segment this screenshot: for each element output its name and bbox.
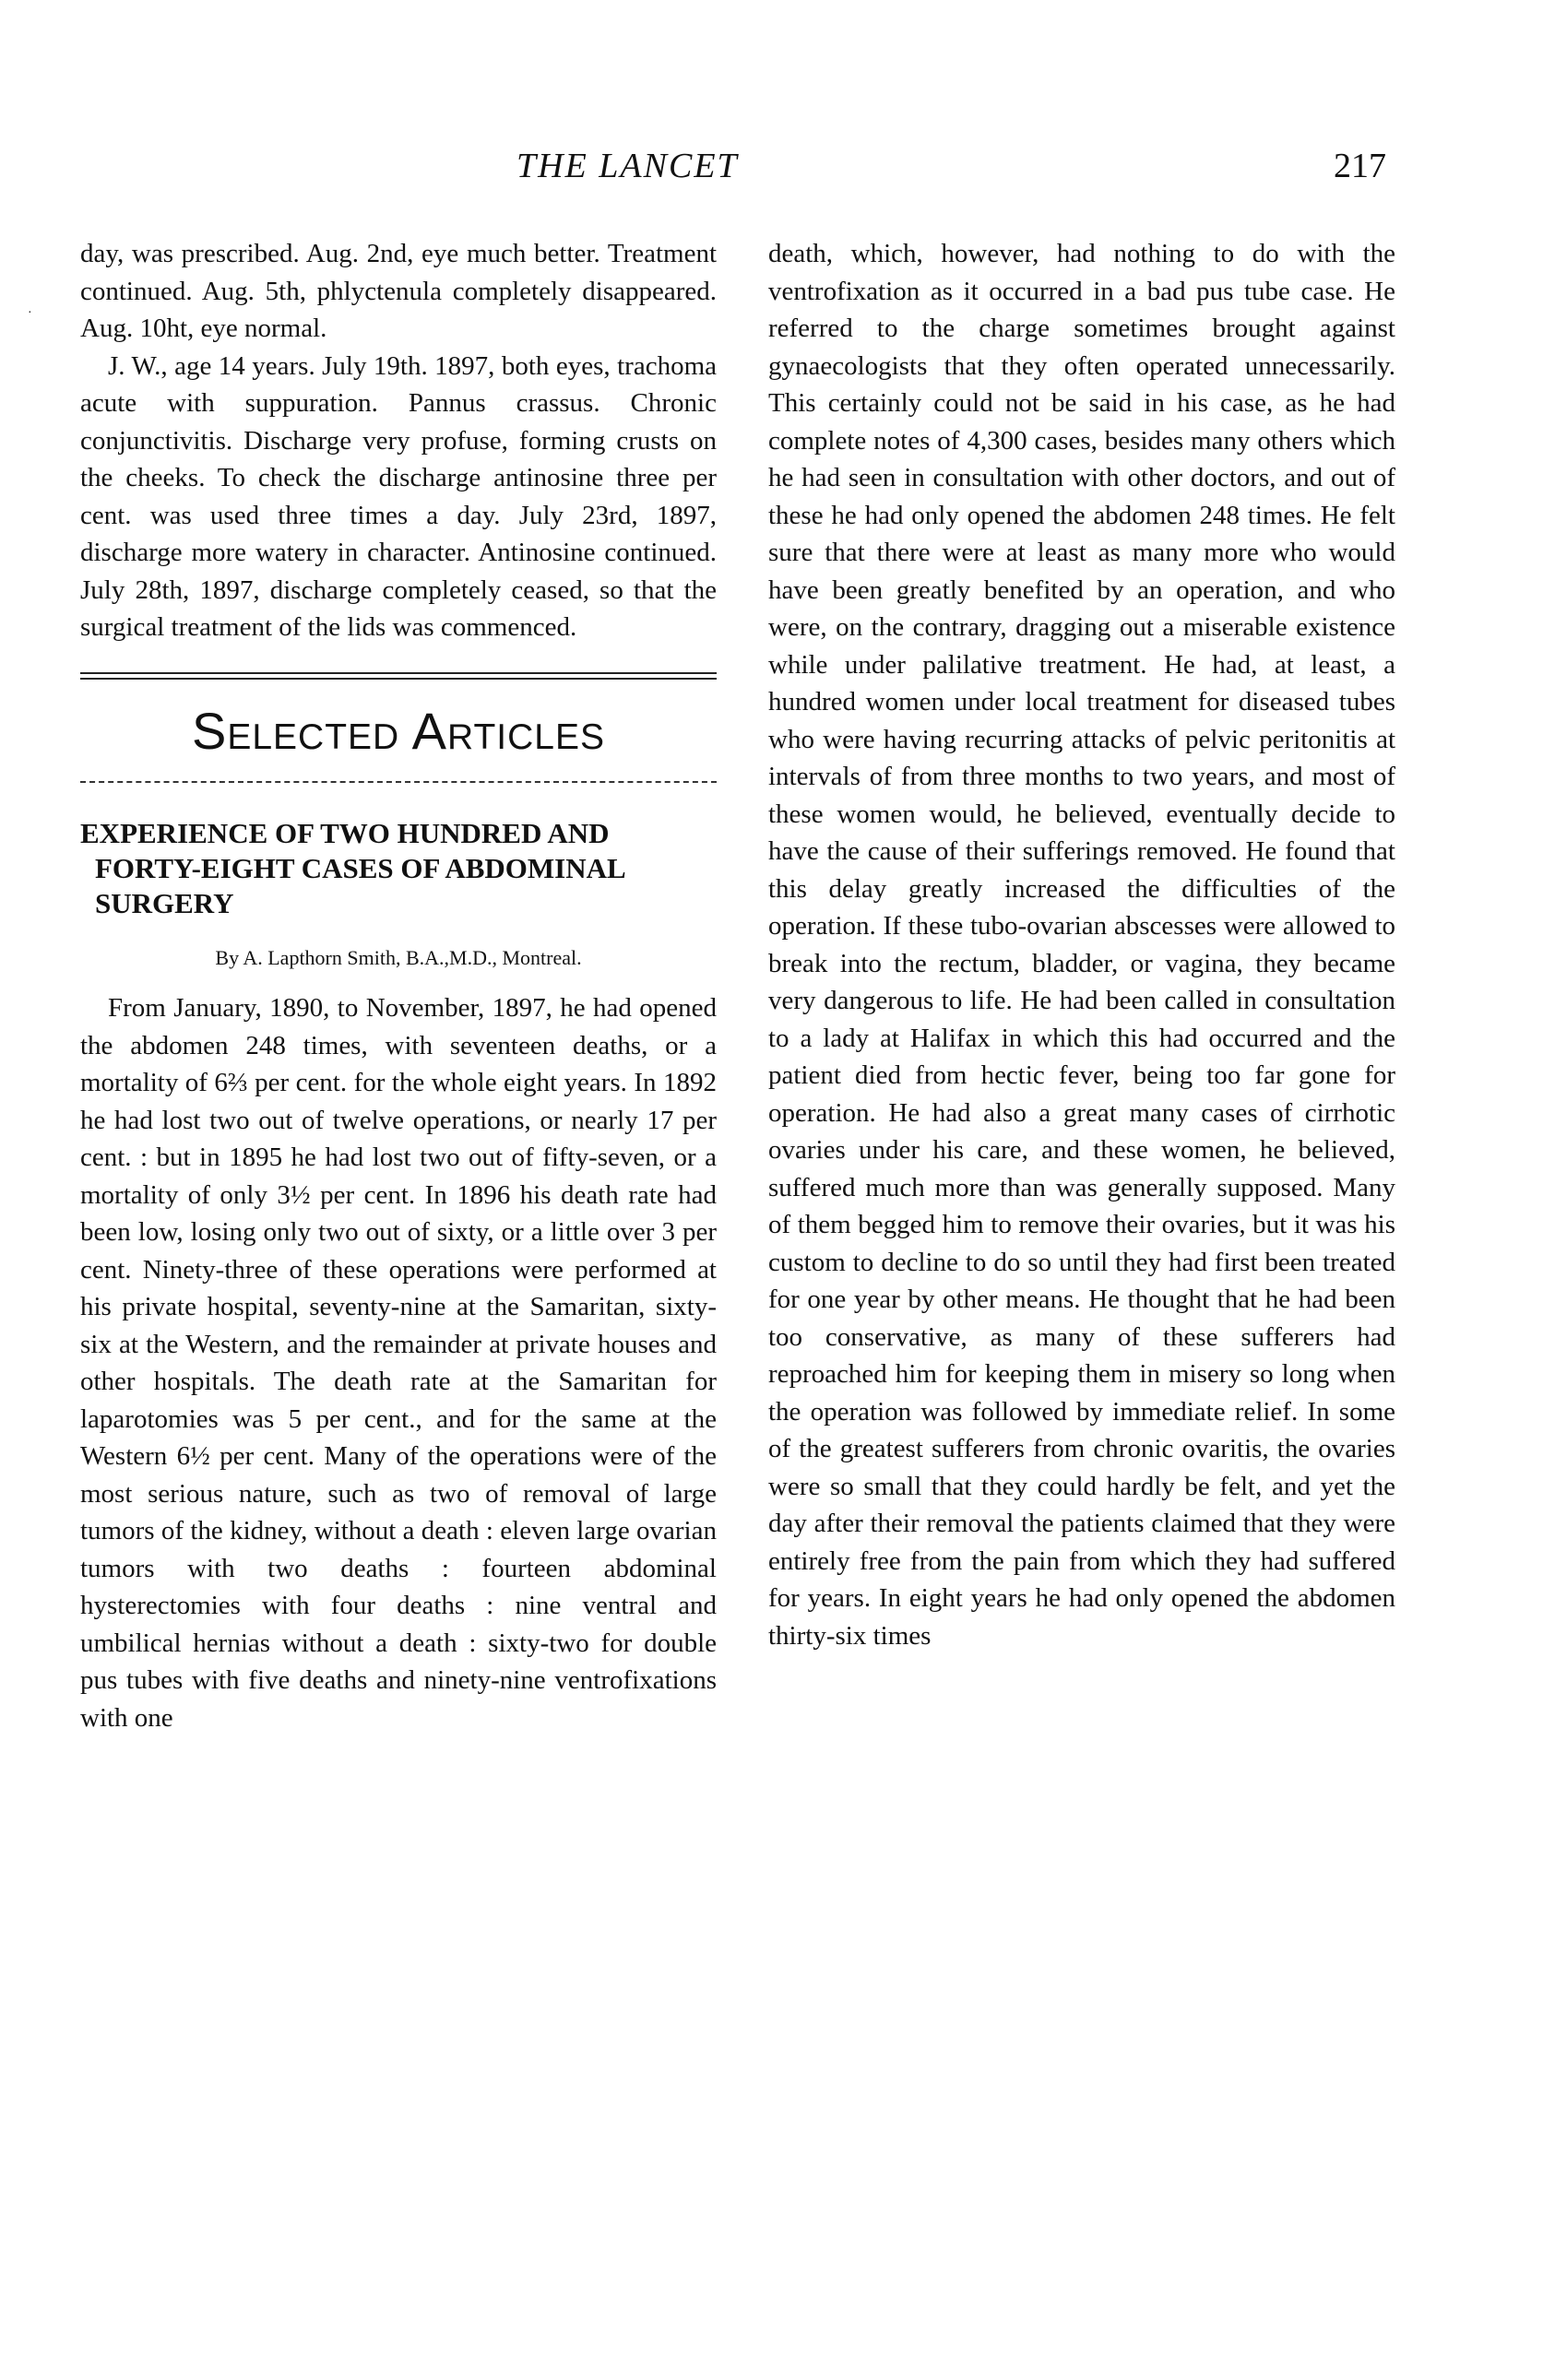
running-title: THE LANCET bbox=[516, 147, 739, 185]
right-paragraph-1: death, which, however, had nothing to do with the ventrofixation as it occurred in a bad pus tube case. He referred to the charge sometimes brought against gynaecologists that they often operated unnecessarily. This certainly could not be said in his case, as he had complete notes of 4,300 cases, besides many others which he had seen in consultation with other doctors, and out of these he had only opened the abdomen 248 times. He felt sure that there were at least as many more who would have been greatly benefited by an operation, and who were, on the contrary, dragging out a miserable existence while under palilative treatment. He had, at least, a hundred women under local treatment for diseased tubes who were having recurring attacks of pelvic peritonitis at intervals of from three months to two years, and most of these women would, he believed, eventually decide to have the cause of their sufferings removed. He found that this delay greatly increased the difficulties of the operation. If these tubo-ovarian abscesses were allowed to break into the rectum, bladder, or vagina, they became very dangerous to life. He had been called in consultation to a lady at Halifax in which this had occurred and the patient died from hectic fever, being too far gone for operation. He had also a great many cases of cirrhotic ovaries under his care, and these women, he believed, suffered much more than was generally supposed. Many of them begged him to remove their ovaries, but it was his custom to decline to do so until they had first been treated for one year by other means. He thought that he had been too conservative, as many of these sufferers had reproached him for keeping them in misery so long when the operation was followed by immediate relief. In some of the greatest sufferers from chronic ovaritis, the ovaries were so small that they could hardly be felt, and yet the day after their removal the patients claimed that they were entirely free from the pain from which they had suffered for years. In eight years he had only opened the abdomen thirty-six times bbox=[768, 239, 1395, 1651]
page-header bbox=[0, 146, 1543, 192]
section-title: Selected Articles bbox=[191, 701, 606, 760]
section-rule-top bbox=[80, 672, 717, 680]
left-paragraph-2: J. W., age 14 years. July 19th. 1897, both eyes, trachoma acute with suppuration. Pannus crassus. Chronic conjunctivitis. Discharge very profuse, forming crusts on the cheeks. To check the discharge antinosine three per cent. was used three times a day. July 23rd, 1897, discharge more watery in character. Antinosine continued. July 28th, 1897, discharge completely ceased, so that the surgical treatment of the lids was commenced. bbox=[80, 350, 717, 642]
section-rule-bottom bbox=[80, 781, 717, 783]
article-title: EXPERIENCE OF TWO HUNDRED AND FORTY-EIGHT CASES OF ABDOMINAL SURGERY bbox=[80, 816, 624, 919]
margin-mark: · bbox=[28, 306, 32, 320]
article-byline: By A. Lapthorn Smith, B.A.,M.D., Montreal. bbox=[215, 945, 582, 969]
page-number: 217 bbox=[1334, 147, 1386, 185]
left-paragraph-3: From January, 1890, to November, 1897, he had opened the abdomen 248 times, with seventeen deaths, or a mortality of 6⅔ per cent. for the whole eight years. In 1892 he had lost two out of twelve operations, or nearly 17 per cent. : but in 1895 he had lost two out of fifty-seven, or a mortality of only 3½ per cent. In 1896 his death rate had been low, losing only two out of sixty, or a little over 3 per cent. Ninety-three of these operations were performed at his private hospital, seventy-nine at the Samaritan, sixty-six at the Western, and the remainder at private houses and other hospitals. The death rate at the Samaritan for laparotomies was 5 per cent., and for the same at the Western 6½ per cent. Many of the operations were of the most serious nature, such as two of removal of large tumors of the kidney, without a death : eleven large ovarian tumors with two deaths : fourteen abdominal hysterectomies with four deaths : nine ventral and umbilical hernias without a death : sixty-two for double pus tubes with five deaths and ninety-nine ventrofixations with one bbox=[80, 993, 717, 1733]
left-column bbox=[80, 235, 717, 1736]
left-paragraph-1: day, was prescribed. Aug. 2nd, eye much better. Treatment continued. Aug. 5th, phlyctenula completely disappeared. Aug. 10ht, eye normal. bbox=[80, 239, 717, 343]
right-column bbox=[768, 235, 1395, 1654]
